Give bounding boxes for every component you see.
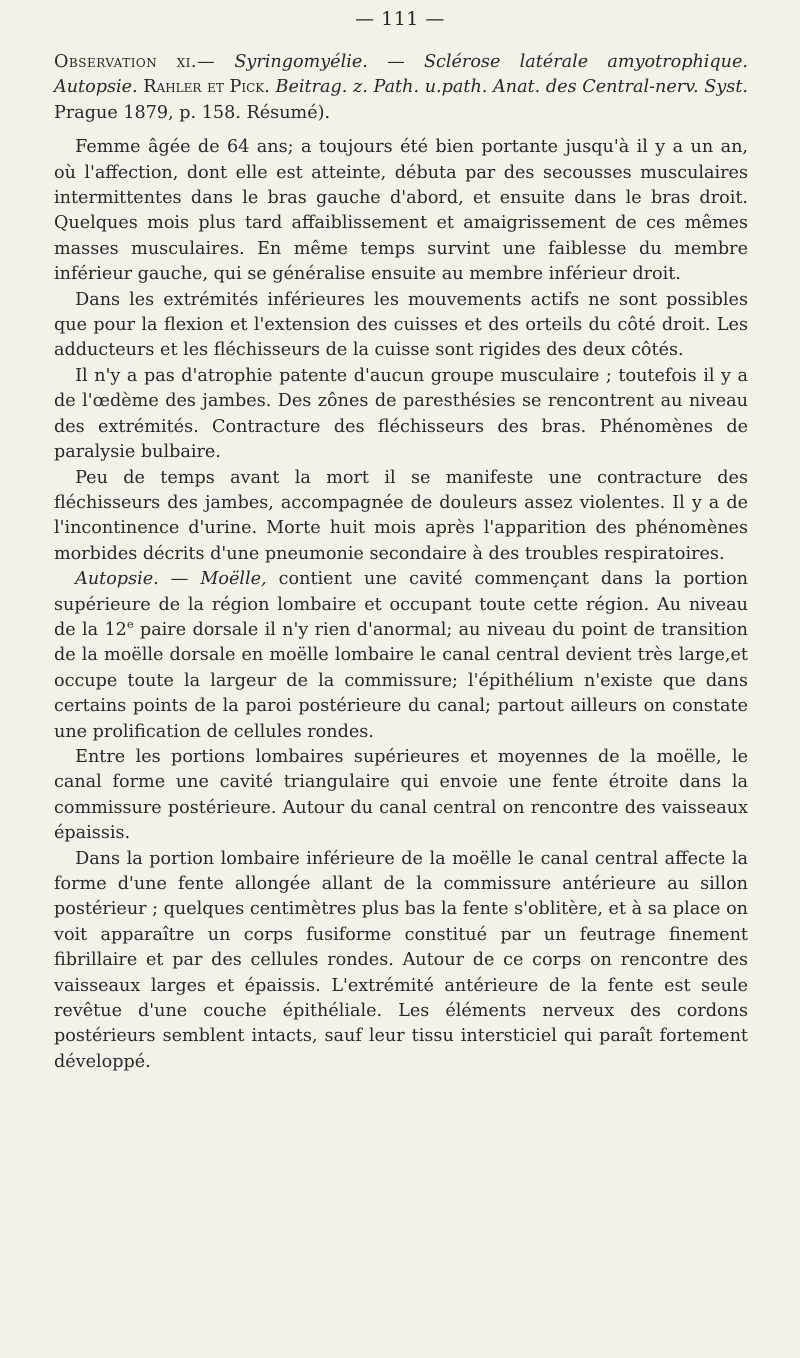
autopsy-text-2: paire dorsale il n'y rien d'anormal; au niveau du point de transition de la moëlle dorsale en moëlle lombaire le canal central devient très large,et occupe toute la largeur de la commissure; l'épithélium n'existe que dans certains points de la paroi postérieure du canal; partout ailleurs on constate une prolification de cellules rondes.	[54, 619, 748, 742]
observation-label: Observation	[54, 52, 158, 72]
paragraph: Dans la portion lombaire inférieure de la moëlle le canal central affecte la forme d'une fente allongée allant de la commissure antérieure au sillon postérieur ; quelques centimètres plus bas la fente s'oblitère, et à sa place on voit apparaître un corps fusiforme constitué par un feutrage finement fibrillaire et par des cellules rondes. Autour de ce corps on rencontre des vaisseaux larges et épaissis. L'extrémité antérieure de la fente est seule revêtue d'une couche épithéliale. Les éléments nerveux des cordons postérieurs semblent intacts, sauf leur tissu intersticiel qui paraît fortement développé.	[54, 848, 748, 1072]
paragraph: Il n'y a pas d'atrophie patente d'aucun groupe musculaire ; toutefois il y a de l'œdème des jambes. Des zônes de paresthésies se rencontrent au niveau des extrémités. Contracture des fléchisseurs des bras. Phénomènes de paralysie bulbaire.	[54, 365, 748, 463]
observation-heading	[54, 50, 748, 126]
ordinal-superscript: e	[126, 617, 134, 632]
observation-subtitle: Autopsie.	[54, 77, 138, 98]
observation-reference: Prague 1879, p. 158. Résumé).	[54, 102, 331, 123]
autopsy-text-1: contient une cavité commençant dans la portion supérieure de la région lombaire et occupant toute cette région. Au niveau de la 12	[54, 569, 748, 640]
paragraph: Femme âgée de 64 ans; a toujours été bien portante jusqu'à il y a un an, où l'affection, dont elle est atteinte, débuta par des secousses musculaires intermittentes dans le bras gauche d'abord, et ensuite dans le bras droit. Quelques mois plus tard affaiblissement et amaigrissement de ces mêmes masses musculaires. En même temps survint une faiblesse du membre inférieur gauche, qui se généralise ensuite au membre inférieur droit.	[54, 137, 748, 285]
paragraph: Dans les extrémités inférieures les mouvements actifs ne sont possibles que pour la flexion et l'extension des cuisses et des orteils du côté droit. Les adducteurs et les fléchisseurs de la cuisse sont rigides des deux côtés.	[54, 289, 748, 361]
paragraph: Peu de temps avant la mort il se manifeste une contracture des fléchisseurs des jambes, accompagnée de douleurs assez violentes. Il y a de l'incontinence d'urine. Morte huit mois après l'apparition des phénomènes morbides décrits d'une pneumonie secondaire à des troubles respiratoires.	[54, 467, 748, 564]
observation-number: xi.—	[176, 52, 216, 72]
moelle-label: Moëlle,	[200, 569, 267, 590]
autopsy-dash: —	[158, 569, 201, 590]
paragraph: Entre les portions lombaires supérieures et moyennes de la moëlle, le canal forme une cavité triangulaire qui envoie une fente étroite dans la commissure postérieure. Autour du canal central on rencontre des vaisseaux épaissis.	[54, 746, 748, 844]
observation-authors: Rahler et Pick.	[143, 77, 270, 98]
autopsy-paragraph	[54, 567, 748, 745]
page-number: — 111 —	[355, 8, 445, 30]
observation-title: Syringomyélie. — Sclérose latérale amyotrophique.	[234, 52, 749, 72]
observation-journal: Beitrag. z. Path. u.path. Anat. des Central-nerv. Syst.	[275, 77, 748, 98]
autopsy-label: Autopsie.	[75, 569, 159, 590]
body-text	[54, 50, 748, 1075]
